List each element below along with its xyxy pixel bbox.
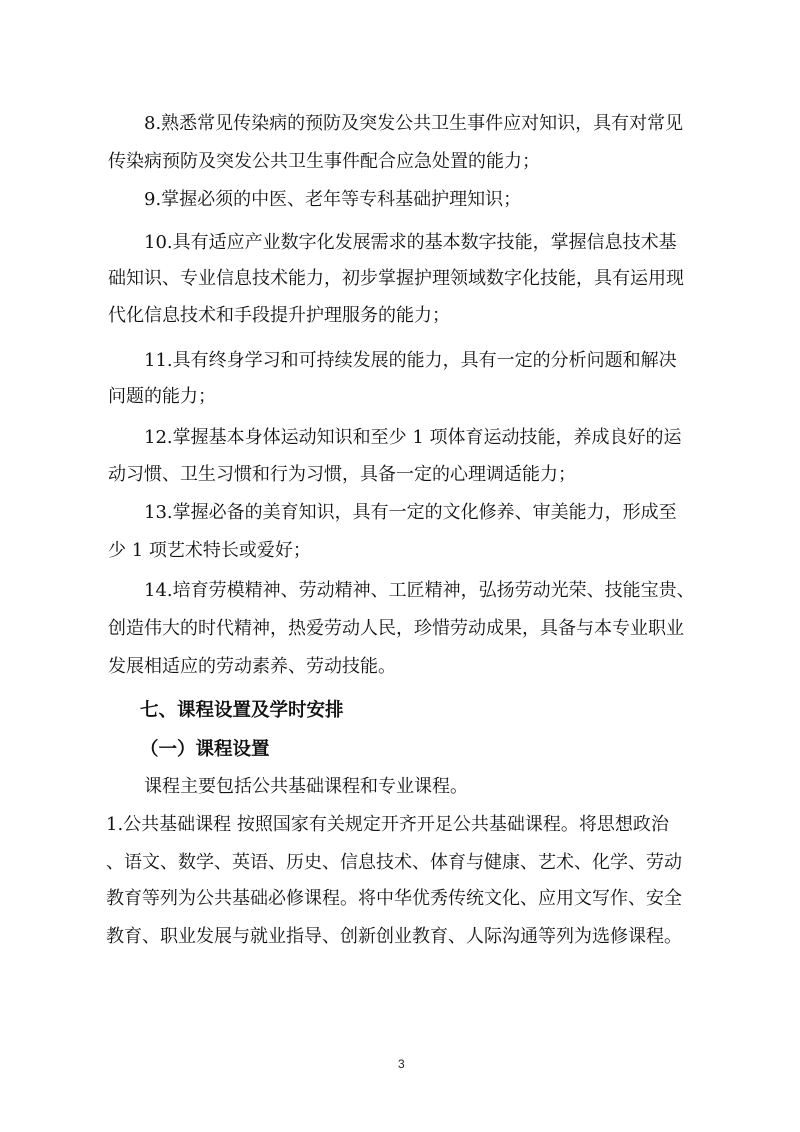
item-14-line-1: 14.培育劳模精神、劳动精神、工匠精神，弘扬劳动光荣、技能宝贵、: [144, 580, 695, 601]
public-courses-line-3: 教育等列为公共基础必修课程。将中华优秀传统文化、应用文写作、安全: [106, 888, 682, 909]
item-13-line-2: 少 1 项艺术特长或爱好；: [108, 540, 311, 561]
item-9-line-1: 9.掌握必须的中医、老年等专科基础护理知识；: [144, 189, 522, 210]
intro-paragraph: 课程主要包括公共基础课程和专业课程。: [144, 776, 468, 797]
item-8-line-1: 8.熟悉常见传染病的预防及突发公共卫生事件应对知识，具有对常见: [144, 113, 684, 134]
item-13-line-1: 13.掌握必备的美育知识，具有一定的文化修养、审美能力，形成至: [144, 502, 677, 523]
item-11-line-2: 问题的能力；: [108, 386, 216, 407]
item-14-line-2: 创造伟大的时代精神，热爱劳动人民，珍惜劳动成果，具备与本专业职业: [108, 618, 684, 639]
public-courses-line-4: 教育、职业发展与就业指导、创新创业教育、人际沟通等列为选修课程。: [106, 926, 682, 947]
item-11-line-1: 11.具有终身学习和可持续发展的能力，具有一定的分析问题和解决: [144, 350, 677, 371]
item-8-line-2: 传染病预防及突发公共卫生事件配合应急处置的能力；: [108, 151, 540, 172]
item-12-line-1: 12.掌握基本身体运动知识和至少 1 项体育运动技能，养成良好的运: [144, 427, 682, 448]
public-courses-line-2: 、语文、数学、英语、历史、信息技术、体育与健康、艺术、化学、劳动: [106, 852, 682, 873]
item-10-line-3: 代化信息技术和手段提升护理服务的能力；: [108, 305, 450, 326]
section-heading: 七、课程设置及学时安排: [140, 700, 344, 721]
subsection-heading: （一）课程设置: [140, 739, 270, 760]
item-10-line-1: 10.具有适应产业数字化发展需求的基本数字技能，掌握信息技术基: [144, 232, 677, 253]
item-12-line-2: 动习惯、卫生习惯和行为习惯，具备一定的心理调适能力；: [108, 464, 576, 485]
public-courses-line-1: 1.公共基础课程 按照国家有关规定开齐开足公共基础课程。将思想政治: [106, 814, 669, 835]
item-14-line-3: 发展相适应的劳动素养、劳动技能。: [108, 656, 396, 677]
page-number: 3: [398, 1057, 405, 1071]
item-10-line-2: 础知识、专业信息技术能力，初步掌握护理领域数字化技能，具有运用现: [108, 268, 684, 289]
